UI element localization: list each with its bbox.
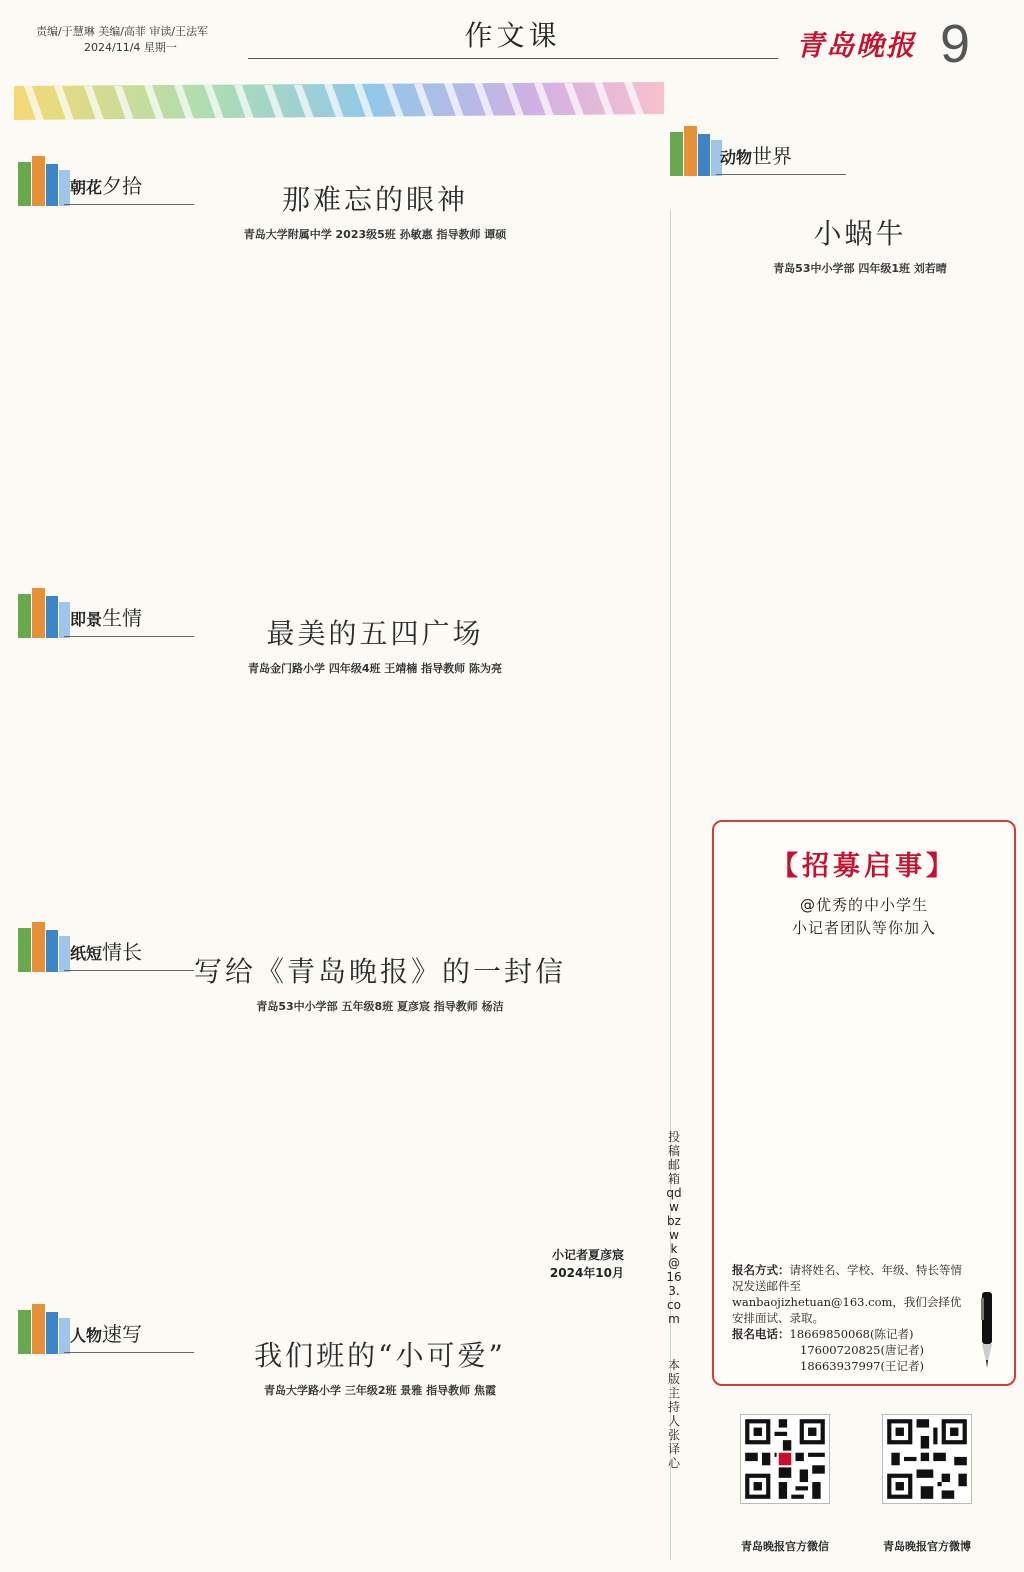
recruitment-notice [712,820,1016,1386]
letter-signature [470,1246,624,1282]
wechat-qr-code [740,1414,830,1504]
masthead-credits [36,24,208,56]
article-title: 我们班的“小可爱” [254,1339,506,1372]
article-title: 写给《青岛晚报》的一封信 [193,955,566,988]
article-letter [140,950,620,1014]
wechat-qr-caption: 青岛晚报官方微信 [741,1540,829,1553]
phone-tang: 17600720825(唐记者) [800,1343,924,1357]
article-unforgettable-look [140,178,610,242]
books-icon [14,148,74,208]
article-title: 那难忘的眼神 [281,183,468,216]
phone-wang: 18663937997(王记者) [800,1359,924,1373]
page-number: 9 [940,14,971,74]
method-label: 报名方式： [732,1263,790,1277]
pen-icon [972,1290,1002,1370]
method-text: 请将姓名、学校、年级、特长等情况发送邮件至wanbaojizhetuan@163.com，我们会择优安排面试、录取。 [732,1263,962,1325]
weibo-qr-caption: 青岛晚报官方微博 [883,1540,971,1553]
decorative-banner [14,80,664,122]
section-tag-bold: 即景 [70,610,103,629]
article-byline: 青岛大学路小学 三年级2班 景雅 指导教师 焦霞 [264,1384,496,1397]
masthead-rule [248,58,778,59]
page-host: 本版主持人 张译心 [667,1358,680,1470]
article-wusi-square [140,612,610,676]
article-little-snail [700,212,1020,276]
weibo-qr-code [882,1414,972,1504]
article-classmate [140,1334,620,1398]
phone-label: 报名电话： [732,1327,790,1341]
article-byline: 青岛大学附属中学 2023级5班 孙敏惠 指导教师 谭硕 [243,228,507,241]
section-tag-animals [666,118,866,178]
section-tag-bold: 人物 [70,1326,103,1345]
books-icon [14,580,74,640]
section-tag-bold: 动物 [720,148,753,167]
article-byline: 青岛53中小学部 四年级1班 刘若晴 [773,262,947,275]
article-title: 最美的五四广场 [266,617,484,650]
section-tag-bold: 纸短 [70,944,103,963]
section-tag-rest: 夕拾 [102,174,143,198]
masthead [0,0,1024,80]
recruitment-subtitle: @优秀的中小学生 [799,896,928,914]
recruitment-contact [732,1262,962,1374]
signature-date: 2024年10月 [549,1266,624,1280]
newspaper-logo: 青岛晚报 [796,29,917,62]
section-tag-rest: 世界 [752,144,793,168]
phone-chen: 18669850068(陈记者) [789,1327,914,1341]
books-icon [14,914,74,974]
signature-name: 小记者夏彦宸 [551,1248,624,1262]
article-byline: 青岛金门路小学 四年级4班 王靖楠 指导教师 陈为亮 [248,662,502,675]
books-icon [666,118,726,178]
section-tag-rest: 生情 [102,606,143,630]
editor-credits: 责编/于慧琳 美编/高菲 审读/王法军 [36,25,209,38]
books-icon [14,1296,74,1356]
issue-date: 2024/11/4 星期一 [84,41,177,54]
section-tag-underline [716,174,846,175]
article-byline: 青岛53中小学部 五年级8班 夏彦宸 指导教师 杨洁 [256,1000,504,1013]
article-title: 小蜗牛 [813,217,907,250]
section-title: 作文课 [464,19,561,52]
recruitment-title: 【招募启事】 [771,851,957,882]
section-tag-rest: 速写 [102,1322,143,1346]
section-tag-rest: 情长 [102,940,143,964]
recruitment-subtitle-2: 小记者团队等你加入 [791,919,936,937]
submission-email: 投稿邮箱qdwbzwk@163.com [666,1130,682,1326]
section-tag-bold: 朝花 [70,178,103,197]
